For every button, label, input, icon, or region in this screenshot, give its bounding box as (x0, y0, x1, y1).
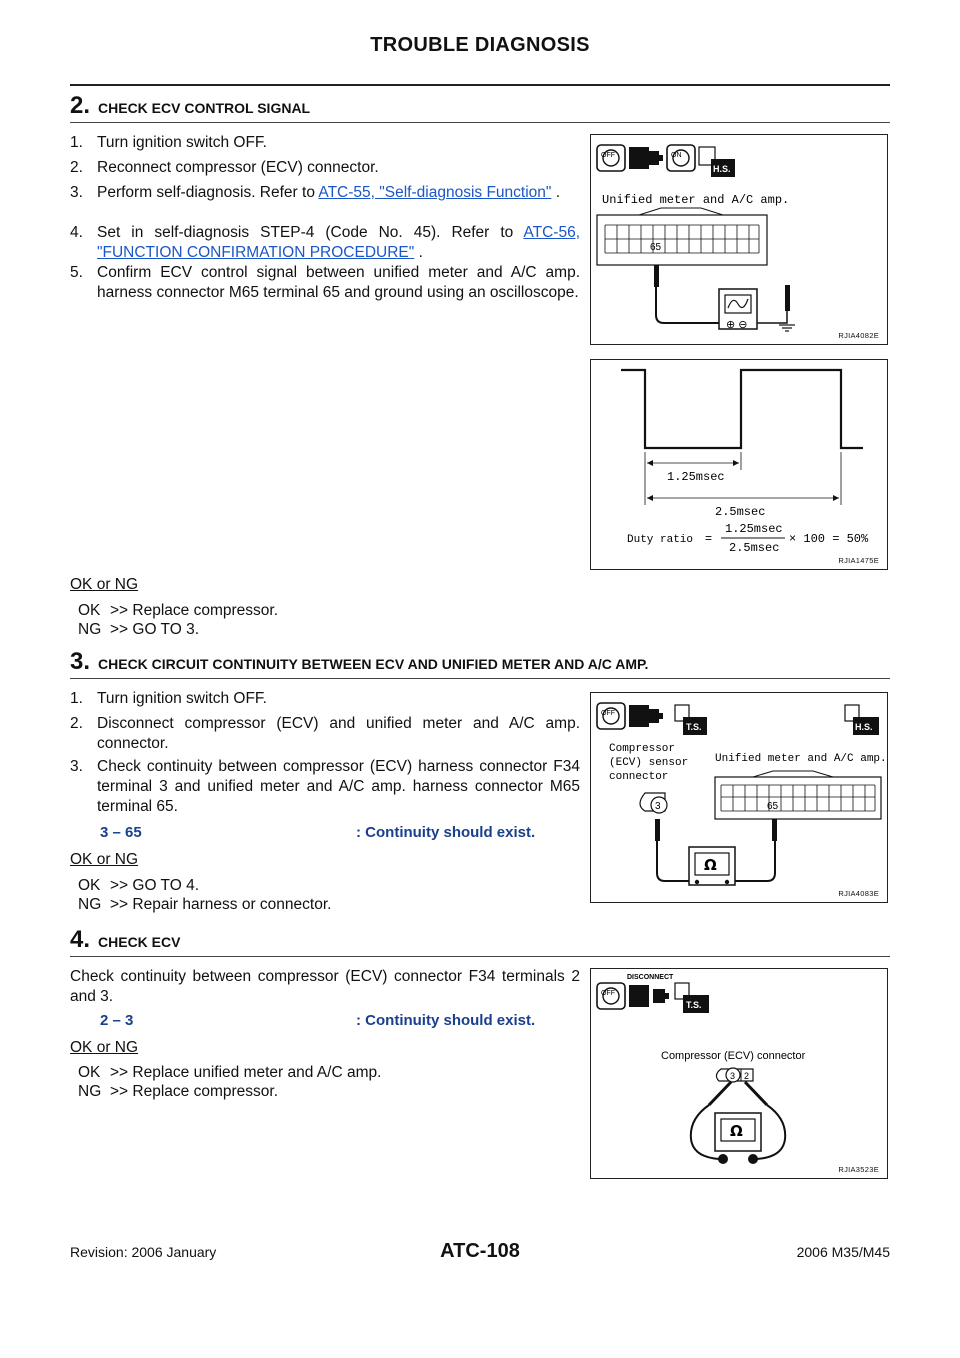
step-3-heading (70, 648, 648, 676)
step-4-heading (70, 926, 180, 954)
oscilloscope-diagram (591, 135, 887, 344)
svg-text:connector: connector (609, 771, 669, 783)
step-2-item-1: 1. Turn ignition switch OFF. (70, 134, 267, 151)
step-2-ok-or-ng: OK or NG (70, 576, 139, 593)
step-4-spec: 2 – 3 : Continuity should exist. (100, 1012, 536, 1029)
step-4-rule (70, 956, 890, 957)
svg-text:OFF: OFF (601, 152, 615, 159)
step-3-rule (70, 678, 890, 679)
svg-text:H.S.: H.S. (855, 722, 873, 732)
svg-text:H.S.: H.S. (713, 164, 731, 174)
svg-text:T.S.: T.S. (686, 722, 702, 732)
step-2-item-3: 3. Perform self-diagnosis. Refer to ATC-55, "Self-diagnosis Function" . (70, 184, 561, 201)
svg-text:Unified meter and A/C amp.: Unified meter and A/C amp. (602, 193, 790, 207)
svg-text:65: 65 (650, 242, 662, 253)
figure-duty-ratio-waveform (590, 359, 888, 570)
step-4-number: 4. (70, 926, 91, 953)
connector-icon (629, 705, 663, 727)
step-3-item-3: 3. Check continuity between compressor (ECV) harness connector F34 terminal 3 and unified meter and A/C amp. harness connector M65 terminal 65. (70, 758, 580, 815)
svg-text:OFF: OFF (601, 990, 615, 997)
continuity-diagram (591, 693, 887, 902)
step-2-item-2: 2. Reconnect compressor (ECV) connector. (70, 159, 379, 176)
svg-text:2: 2 (744, 1071, 750, 1081)
step-2-heading (70, 92, 310, 120)
svg-text:⊕ ⊖: ⊕ ⊖ (726, 319, 748, 331)
step-2-rule (70, 122, 890, 123)
step-4-text: Check continuity between compressor (ECV) connector F34 terminals 2 and 3. (70, 968, 580, 1005)
svg-text:(ECV) sensor: (ECV) sensor (609, 757, 689, 769)
step-3-item-1: 1. Turn ignition switch OFF. (70, 690, 267, 707)
step-3-spec: 3 – 65 : Continuity should exist. (100, 824, 536, 841)
svg-text:DISCONNECT: DISCONNECT (627, 974, 674, 981)
figure-code: RJIA4083E (838, 889, 879, 898)
figure-oscilloscope-connection (590, 134, 888, 345)
svg-text:3: 3 (730, 1071, 736, 1081)
step-3-result-ok: OK >> GO TO 4. (78, 877, 200, 894)
svg-text:3: 3 (655, 801, 661, 812)
figure-code: RJIA3523E (838, 1165, 879, 1174)
footer-revision: Revision: 2006 January (70, 1244, 217, 1260)
svg-text:2.5msec: 2.5msec (715, 505, 766, 519)
step-4-title: CHECK ECV (98, 934, 181, 950)
svg-text:T.S.: T.S. (686, 1000, 702, 1010)
step-2-number: 2. (70, 92, 91, 119)
footer-model: 2006 M35/M45 (796, 1244, 890, 1260)
link-self-diagnosis[interactable]: ATC-55, "Self-diagnosis Function" (318, 184, 552, 201)
step-2-item-4: 4. Set in self-diagnosis STEP-4 (Code No. 45). Refer to ATC-56, "FUNCTION CONFIRMATION PROCEDURE" . (70, 224, 580, 261)
step-2-item-5: 5. Confirm ECV control signal between unified meter and A/C amp. harness connector M65 terminal 65 and ground using an oscilloscope. (70, 264, 580, 301)
step-4-ok-or-ng: OK or NG (70, 1039, 139, 1056)
figure-ecv-check (590, 968, 888, 1179)
step-3-item-2: 2. Disconnect compressor (ECV) and unified meter and A/C amp. connector. (70, 715, 580, 752)
connector-disconnect-icon (629, 985, 669, 1007)
step-3-result-ng: NG >> Repair harness or connector. (78, 896, 332, 913)
svg-text:ON: ON (671, 152, 682, 159)
svg-text:1.25msec: 1.25msec (667, 470, 725, 484)
figure-code: RJIA1475E (838, 556, 879, 565)
svg-text:2.5msec: 2.5msec (729, 541, 780, 555)
svg-text:Ω: Ω (730, 1122, 743, 1140)
step-2-result-ng: NG >> GO TO 3. (78, 621, 200, 638)
svg-text:Compressor (ECV) connector: Compressor (ECV) connector (661, 1050, 806, 1062)
step-3-ok-or-ng: OK or NG (70, 851, 139, 868)
step-4-result-ng: NG >> Replace compressor. (78, 1083, 279, 1100)
svg-text:Duty ratio: Duty ratio (627, 534, 694, 546)
svg-text:=: = (705, 531, 713, 545)
svg-text:65: 65 (767, 801, 779, 812)
page-header-title: TROUBLE DIAGNOSIS (370, 34, 590, 56)
step-2-result-ok: OK >> Replace compressor. (78, 602, 279, 619)
step-4-result-ok: OK >> Replace unified meter and A/C amp. (78, 1064, 382, 1081)
step-2-title: CHECK ECV CONTROL SIGNAL (98, 100, 311, 116)
connector-icon (629, 147, 663, 169)
svg-text:Ω: Ω (704, 856, 717, 874)
svg-text:× 100 = 50%: × 100 = 50% (789, 532, 869, 546)
figure-continuity-check (590, 692, 888, 903)
svg-text:Compressor: Compressor (609, 743, 676, 755)
header-rule (70, 84, 890, 86)
figure-code: RJIA4082E (838, 331, 879, 340)
svg-text:Unified meter and A/C amp.: Unified meter and A/C amp. (715, 753, 887, 765)
step-3-number: 3. (70, 648, 91, 675)
ecv-diagram (591, 969, 887, 1178)
waveform-diagram (591, 360, 887, 569)
link-function-confirmation[interactable]: ATC-56, "FUNCTION CONFIRMATION PROCEDURE" (97, 224, 580, 261)
svg-text:1.25msec: 1.25msec (725, 522, 783, 536)
page-number: ATC-108 (440, 1240, 520, 1262)
step-3-title: CHECK CIRCUIT CONTINUITY BETWEEN ECV AND UNIFIED METER AND A/C AMP. (98, 656, 649, 672)
svg-text:OFF: OFF (601, 710, 615, 717)
